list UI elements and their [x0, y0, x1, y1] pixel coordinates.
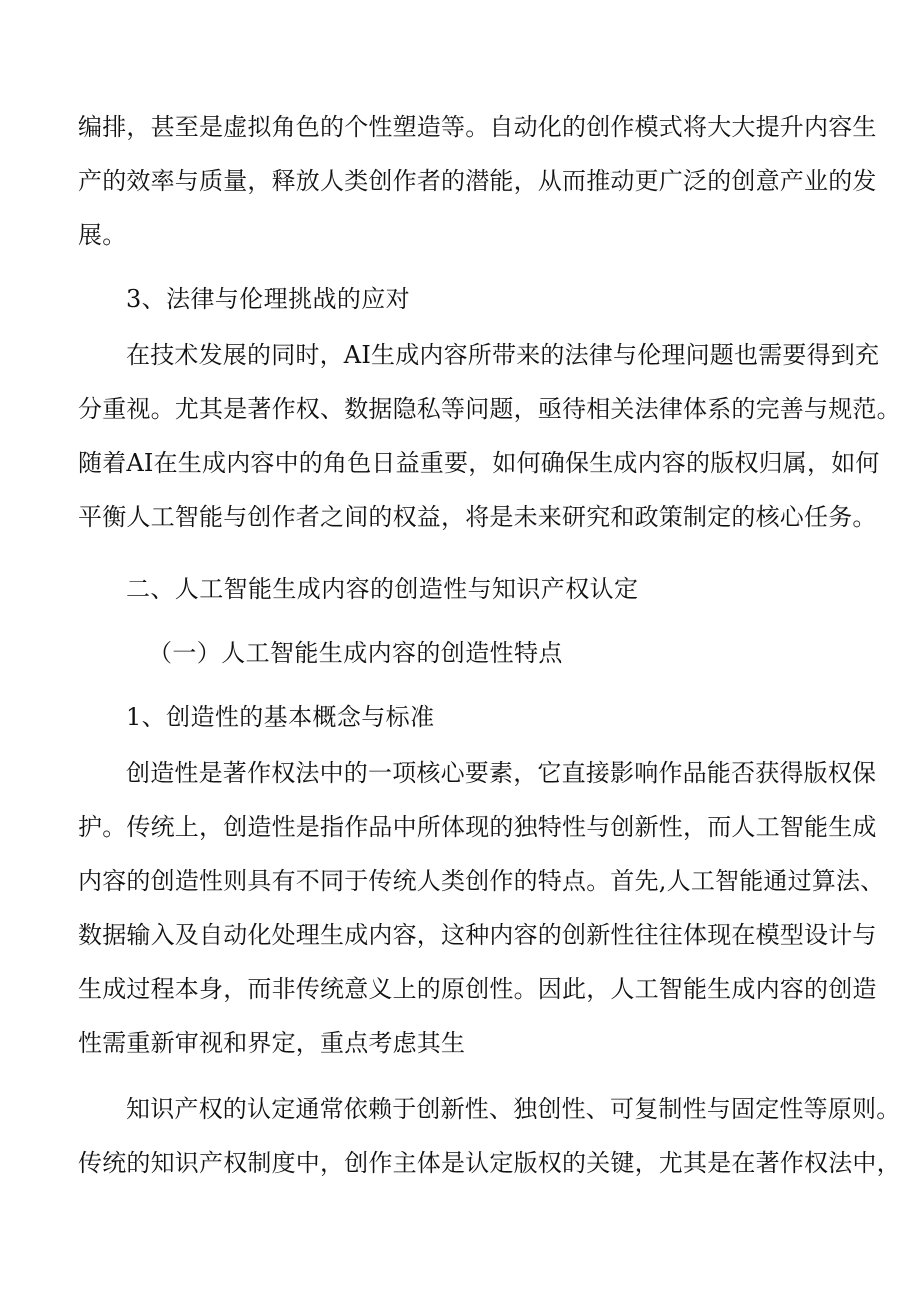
- text-line: 展。: [78, 221, 127, 249]
- text-line: 创造性是著作权法中的一项核心要素，它直接影响作品能否获得版权保: [126, 759, 877, 787]
- subsection-heading: （一）人工智能生成内容的创造性特点: [148, 639, 563, 667]
- text-line: 数据输入及自动化处理生成内容，这种内容的创新性往往体现在模型设计与: [78, 921, 877, 949]
- text-line: 编排，甚至是虚拟角色的个性塑造等。自动化的创作模式将大大提升内容生: [78, 113, 877, 141]
- text-line: 生成过程本身，而非传统意义上的原创性。因此，人工智能生成内容的创造: [78, 975, 877, 1003]
- text-line: 平衡人工智能与创作者之间的权益，将是未来研究和政策制定的核心任务。: [78, 503, 877, 531]
- heading-creativity-concept: 1、创造性的基本概念与标准: [126, 703, 435, 731]
- text-line: 在技术发展的同时，AI生成内容所带来的法律与伦理问题也需要得到充: [126, 341, 880, 369]
- text-line: 分重视。尤其是著作权、数据隐私等问题，亟待相关法律体系的完善与规范。: [78, 395, 901, 423]
- text-line: 传统的知识产权制度中，创作主体是认定版权的关键，尤其是在著作权法中，: [78, 1149, 901, 1177]
- text-line: 护。传统上，创造性是指作品中所体现的独特性与创新性，而人工智能生成: [78, 813, 877, 841]
- section-heading: 二、人工智能生成内容的创造性与知识产权认定: [126, 575, 639, 603]
- text-line: 性需重新审视和界定，重点考虑其生: [78, 1029, 466, 1057]
- heading-legal-ethics: 3、法律与伦理挑战的应对: [126, 285, 411, 313]
- text-line: 产的效率与质量，释放人类创作者的潜能，从而推动更广泛的创意产业的发: [78, 167, 877, 195]
- text-line: 知识产权的认定通常依赖于创新性、独创性、可复制性与固定性等原则。: [126, 1095, 901, 1123]
- text-line: 随着AI在生成内容中的角色日益重要，如何确保生成内容的版权归属，如何: [78, 449, 880, 477]
- text-line: 内容的创造性则具有不同于传统人类创作的特点。首先,人工智能通过算法、: [78, 867, 885, 895]
